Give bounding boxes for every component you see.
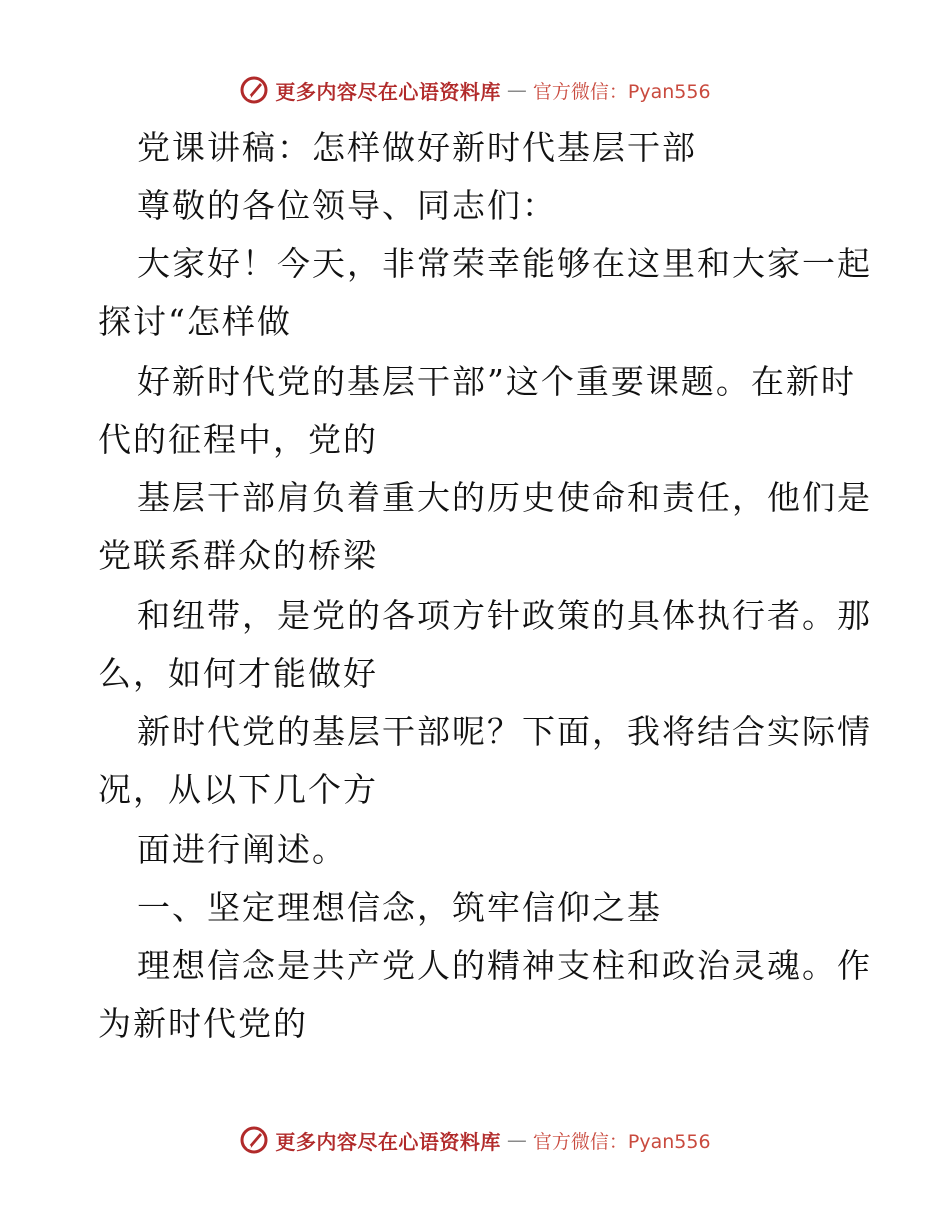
banner-contact: 官方微信：Pyan556	[532, 1130, 711, 1153]
paragraph-line: 大家好！今天，非常荣幸能够在这里和大家一起	[137, 244, 872, 283]
pen-logo-icon	[239, 75, 269, 105]
paragraph-line: 理想信念是共产党人的精神支柱和政治灵魂。作	[137, 946, 872, 985]
paragraph-line: 么，如何才能做好	[98, 654, 378, 693]
footer-banner	[0, 1120, 950, 1160]
paragraph-line: 新时代党的基层干部呢？下面，我将结合实际情	[137, 712, 872, 751]
section-heading: 一、坚定理想信念，筑牢信仰之基	[137, 888, 662, 927]
pen-logo-icon	[239, 1125, 269, 1155]
banner-title: 更多内容尽在心语资料库	[275, 1129, 501, 1154]
document-title: 党课讲稿：怎样做好新时代基层干部	[137, 128, 697, 167]
paragraph-line: 基层干部肩负着重大的历史使命和责任，他们是	[137, 478, 872, 517]
paragraph-line: 和纽带，是党的各项方针政策的具体执行者。那	[137, 596, 872, 635]
banner-separator: —	[506, 78, 527, 102]
banner-separator: —	[506, 1128, 527, 1152]
paragraph-line: 党联系群众的桥梁	[98, 536, 378, 575]
paragraph-line: 探讨“怎样做	[98, 302, 292, 341]
banner-title: 更多内容尽在心语资料库	[275, 79, 501, 104]
header-banner	[0, 70, 950, 110]
paragraph-line: 为新时代党的	[98, 1004, 308, 1043]
paragraph-line: 面进行阐述。	[137, 830, 347, 869]
paragraph-line: 好新时代党的基层干部”这个重要课题。在新时	[137, 362, 856, 401]
salutation: 尊敬的各位领导、同志们：	[137, 186, 557, 225]
paragraph-line: 代的征程中，党的	[98, 420, 378, 459]
banner-contact: 官方微信：Pyan556	[532, 80, 711, 103]
paragraph-line: 况，从以下几个方	[98, 770, 378, 809]
